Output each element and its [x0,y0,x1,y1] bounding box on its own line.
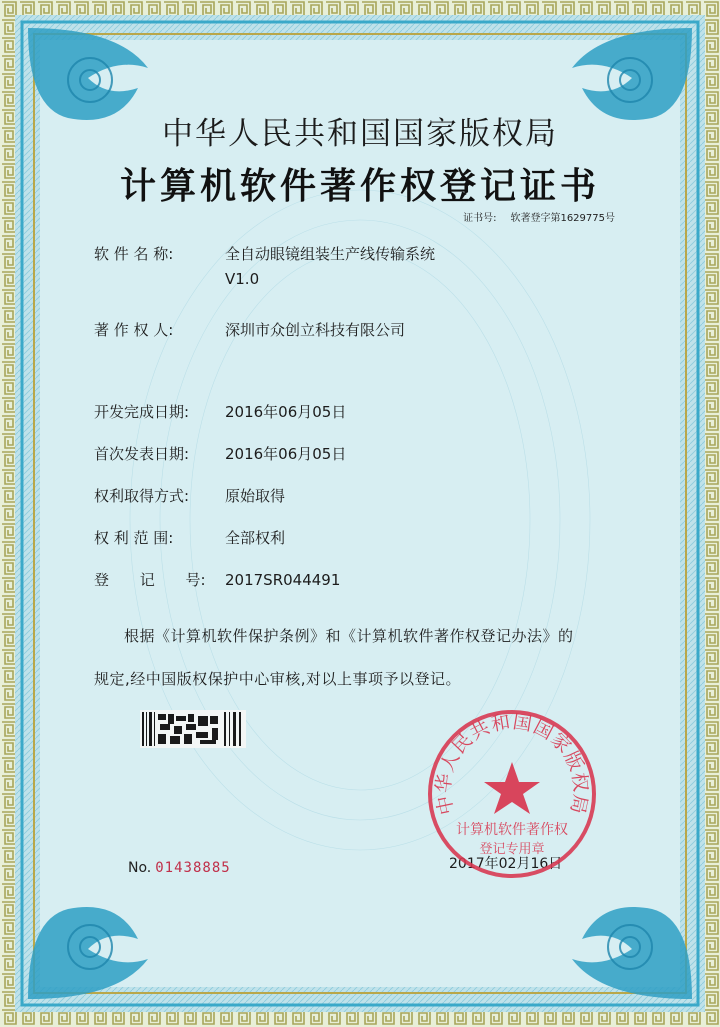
statement-line-2: 规定,经中国版权保护中心审核,对以上事项予以登记。 [94,670,462,688]
field-label: 登 记 号: [94,571,206,589]
field-rights-scope [94,527,285,548]
cert-number-label: 证书号: [463,213,497,224]
serial-value: 01438885 [155,860,231,876]
software-version: V1.0 [225,270,260,288]
field-value: 深圳市众创立科技有限公司 [225,321,406,339]
seal-line-1: 计算机软件著作权 [456,822,568,838]
issuer-title: 中华人民共和国国家版权局 [162,116,558,152]
field-value: 2016年06月05日 [225,403,347,421]
field-software-name [94,243,435,264]
field-value: 2017SR044491 [225,571,341,589]
serial-prefix: No. [128,860,152,876]
field-value: 原始取得 [225,487,286,505]
field-copyright-owner [94,319,405,340]
issue-date: 2017年02月16日 [449,856,563,872]
field-label: 开发完成日期: [94,403,190,421]
field-label: 著 作 权 人: [94,321,174,339]
field-publication-date [94,443,346,464]
barcode [140,710,246,748]
serial-number [128,860,231,876]
field-label: 权 利 范 围: [94,529,174,547]
field-label: 权利取得方式: [94,487,190,505]
seal-star-icon [484,762,540,814]
field-label: 首次发表日期: [94,445,190,463]
field-value: 全部权利 [225,529,286,547]
field-value: 2016年06月05日 [225,445,347,463]
field-acquisition-method [94,485,285,506]
seal-line-2: 登记专用章 [479,842,545,857]
certificate-title: 计算机软件著作权登记证书 [119,166,600,207]
cert-number-value: 软著登字第1629775号 [510,213,615,224]
statement-line-1: 根据《计算机软件保护条例》和《计算机软件著作权登记办法》的 [124,627,574,645]
field-registration-number [94,569,340,590]
official-seal [424,706,600,882]
field-value: 全自动眼镜组装生产线传输系统 [225,245,436,263]
certificate-number [463,209,615,224]
field-label: 软 件 名 称: [94,245,174,263]
seal-ring-text: 中华人民共和国国家版权局 [432,710,592,817]
field-development-date [94,401,346,422]
